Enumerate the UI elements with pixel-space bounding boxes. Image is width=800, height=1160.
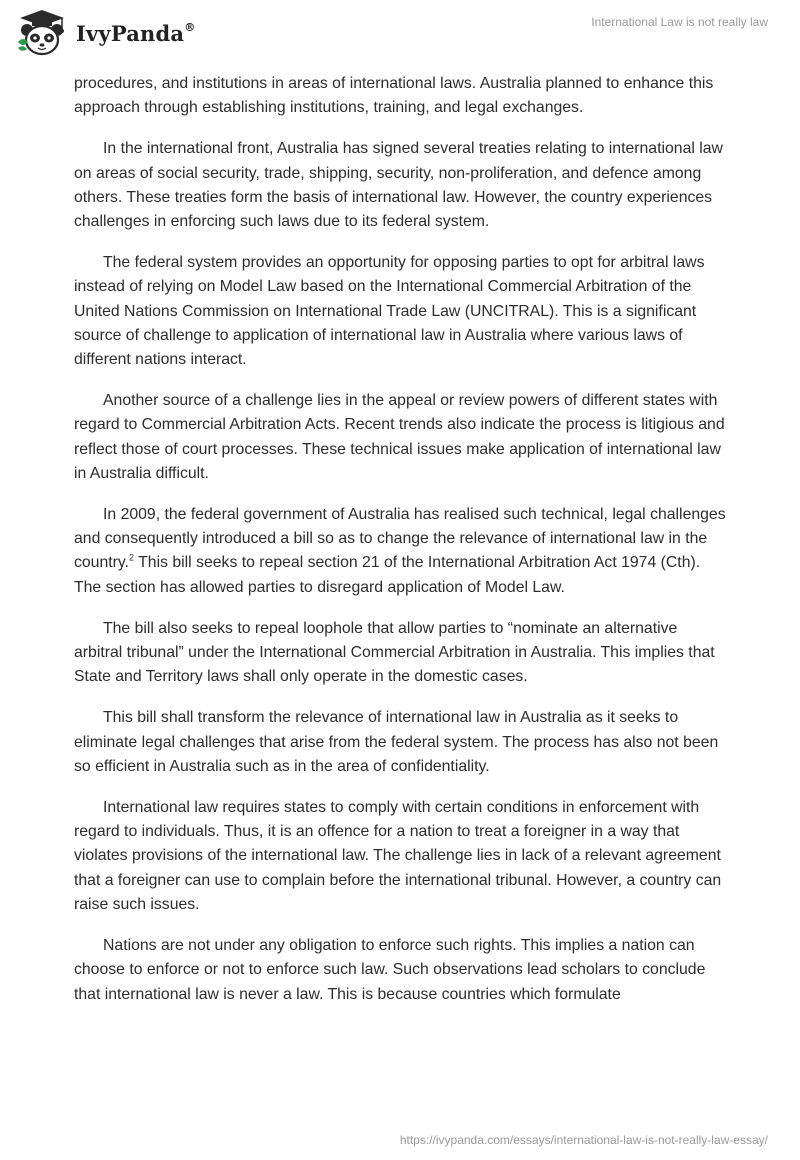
paragraph: International law requires states to comply with certain conditions in enforcement with regard to individuals. Thus, it is an offence for a nation to treat a foreigner in a way that violates provisions of the international law. The challenge lies in lack of a relevant agreement that a foreigner can use to complain before the international tribunal. However, a country can raise such issues.	[74, 799, 722, 913]
paragraph: Nations are not under any obligation to enforce such rights. This implies a nation can choose to enforce or not to enforce such law. Such observations lead scholars to conclude that international law is never a law. This is because countries which formulate	[74, 937, 706, 1003]
brand-name: IvyPanda®	[76, 20, 196, 46]
paragraph: In the international front, Australia has signed several treaties relating to international law on areas of social security, trade, shipping, security, non-proliferation, and defence among others. These treaties form the basis of international law. However, the country experiences challenges in enforcing such laws due to its federal system.	[74, 140, 723, 231]
page-header	[0, 0, 800, 70]
brand-logo[interactable]	[14, 8, 195, 58]
paragraph: procedures, and institutions in areas of international laws. Australia planned to enhance this approach through establishing institutions, training, and legal exchanges.	[74, 75, 714, 117]
paragraph-with-footnote	[74, 503, 726, 600]
paragraph: The bill also seeks to repeal loophole that allow parties to “nominate an alternative arbitral tribunal” under the International Commercial Arbitration in Australia. This implies that State and Territory laws shall only operate in the domestic cases.	[74, 619, 715, 686]
footnote-reference[interactable]: 2	[129, 553, 135, 564]
paragraph: The federal system provides an opportunity for opposing parties to opt for arbitral laws instead of relying on Model Law based on the International Commercial Arbitration of the United Nations Commission on International Trade Law (UNCITRAL). This is a significant source of challenge to application of international law in Australia where various laws of different nations interact.	[74, 254, 705, 369]
paragraph-text: This bill seeks to repeal section 21 of the International Arbitration Act 1974 (Cth). The section has allowed parties to disregard application of Model Law.	[74, 554, 701, 596]
panda-graduate-icon	[14, 8, 70, 58]
paragraph-text: In 2009, the federal government of Australia has realised such technical, legal challenges and consequently introduced a bill so as to change the relevance of international law in the country.	[74, 506, 726, 572]
document-title: International Law is not really law	[591, 15, 768, 29]
paragraph: This bill shall transform the relevance of international law in Australia as it seeks to eliminate legal challenges that arise from the federal system. The process has also not been so efficient in Australia such as in the area of confidentiality.	[74, 709, 719, 775]
paragraph: Another source of a challenge lies in the appeal or review powers of different states with regard to Commercial Arbitration Acts. Recent trends also indicate the process is litigious and reflect those of court processes. These technical issues make application of international law in Australia difficult.	[74, 392, 725, 482]
essay-body	[74, 72, 726, 1024]
source-url[interactable]: https://ivypanda.com/essays/international-law-is-not-really-law-essay/	[399, 1133, 768, 1147]
